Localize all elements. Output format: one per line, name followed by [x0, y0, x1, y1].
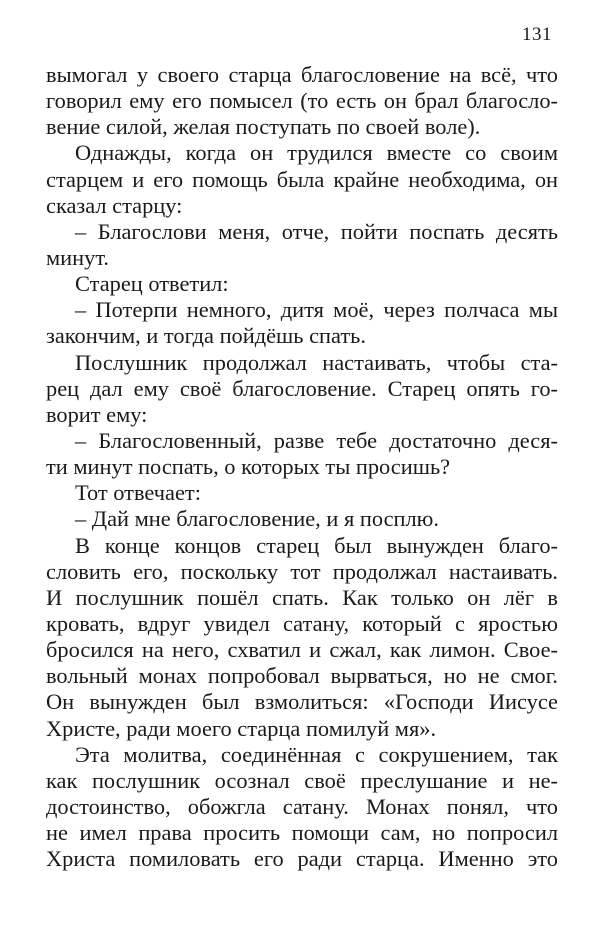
text-line: минут. [46, 244, 110, 270]
text-line: Старец ответил: [75, 271, 229, 297]
text-line: ти минут поспать, о которых ты просишь? [46, 454, 451, 480]
text-line: – Благословенный, разве тебе достаточно деся- [75, 427, 558, 453]
text-line: вение силой, желая поступать по своей воле). [46, 114, 481, 140]
text-line: Тот отвечает: [75, 480, 201, 506]
text-line: Христа помиловать его ради старца. Именно это [46, 846, 558, 872]
text-line: кровать, вдруг увидел сатану, который с яростью [46, 610, 558, 636]
text-line: – Дай мне благословение, и я посплю. [75, 506, 440, 532]
text-line: – Благослови меня, отче, пойти поспать десять [75, 218, 558, 244]
text-line: – Потерпи немного, дитя моё, через полчаса мы [75, 297, 558, 323]
text-line: Однажды, когда он трудился вместе со своим [75, 140, 558, 166]
text-line: словить его, поскольку тот продолжал настаивать. [46, 558, 558, 584]
page-number: 131 [522, 24, 552, 45]
text-line: ворит ему: [46, 401, 148, 427]
text-line: Эта молитва, соединённая с сокрушением, так [75, 741, 558, 767]
text-line: сказал старцу: [46, 192, 183, 218]
text-line: бросился на него, схватил и сжал, как лимон. Свое- [46, 637, 558, 663]
text-line: В конце концов старец был вынужден благо- [75, 532, 558, 558]
text-line: Он вынужден был взмолиться: «Господи Иисусе [46, 689, 558, 715]
text-line: говорил ему его помысел (то есть он брал благосло- [46, 88, 558, 114]
text-line: вымогал у своего старца благословение на всё, что [46, 62, 558, 87]
text-line: вольный монах попробовал вырваться, но не смог. [46, 663, 558, 689]
text-line: Христе, ради моего старца помилуй мя». [46, 715, 437, 741]
text-line: рец дал ему своё благословение. Старец опять го- [46, 375, 558, 401]
text-line: Послушник продолжал настаивать, чтобы ста- [75, 349, 558, 375]
text-line: достоинство, обожгла сатану. Монах понял, что [46, 793, 558, 819]
text-line: не имел права просить помощи сам, но попросил [46, 820, 558, 846]
text-line: закончим, и тогда пойдёшь спать. [46, 323, 366, 349]
text-line: старцем и его помощь была крайне необходима, он [46, 166, 558, 192]
text-line: как послушник осознал своё преслушание и не- [46, 767, 558, 793]
text-line: И послушник пошёл спать. Как только он лёг в [46, 584, 558, 610]
body-text [46, 62, 558, 872]
